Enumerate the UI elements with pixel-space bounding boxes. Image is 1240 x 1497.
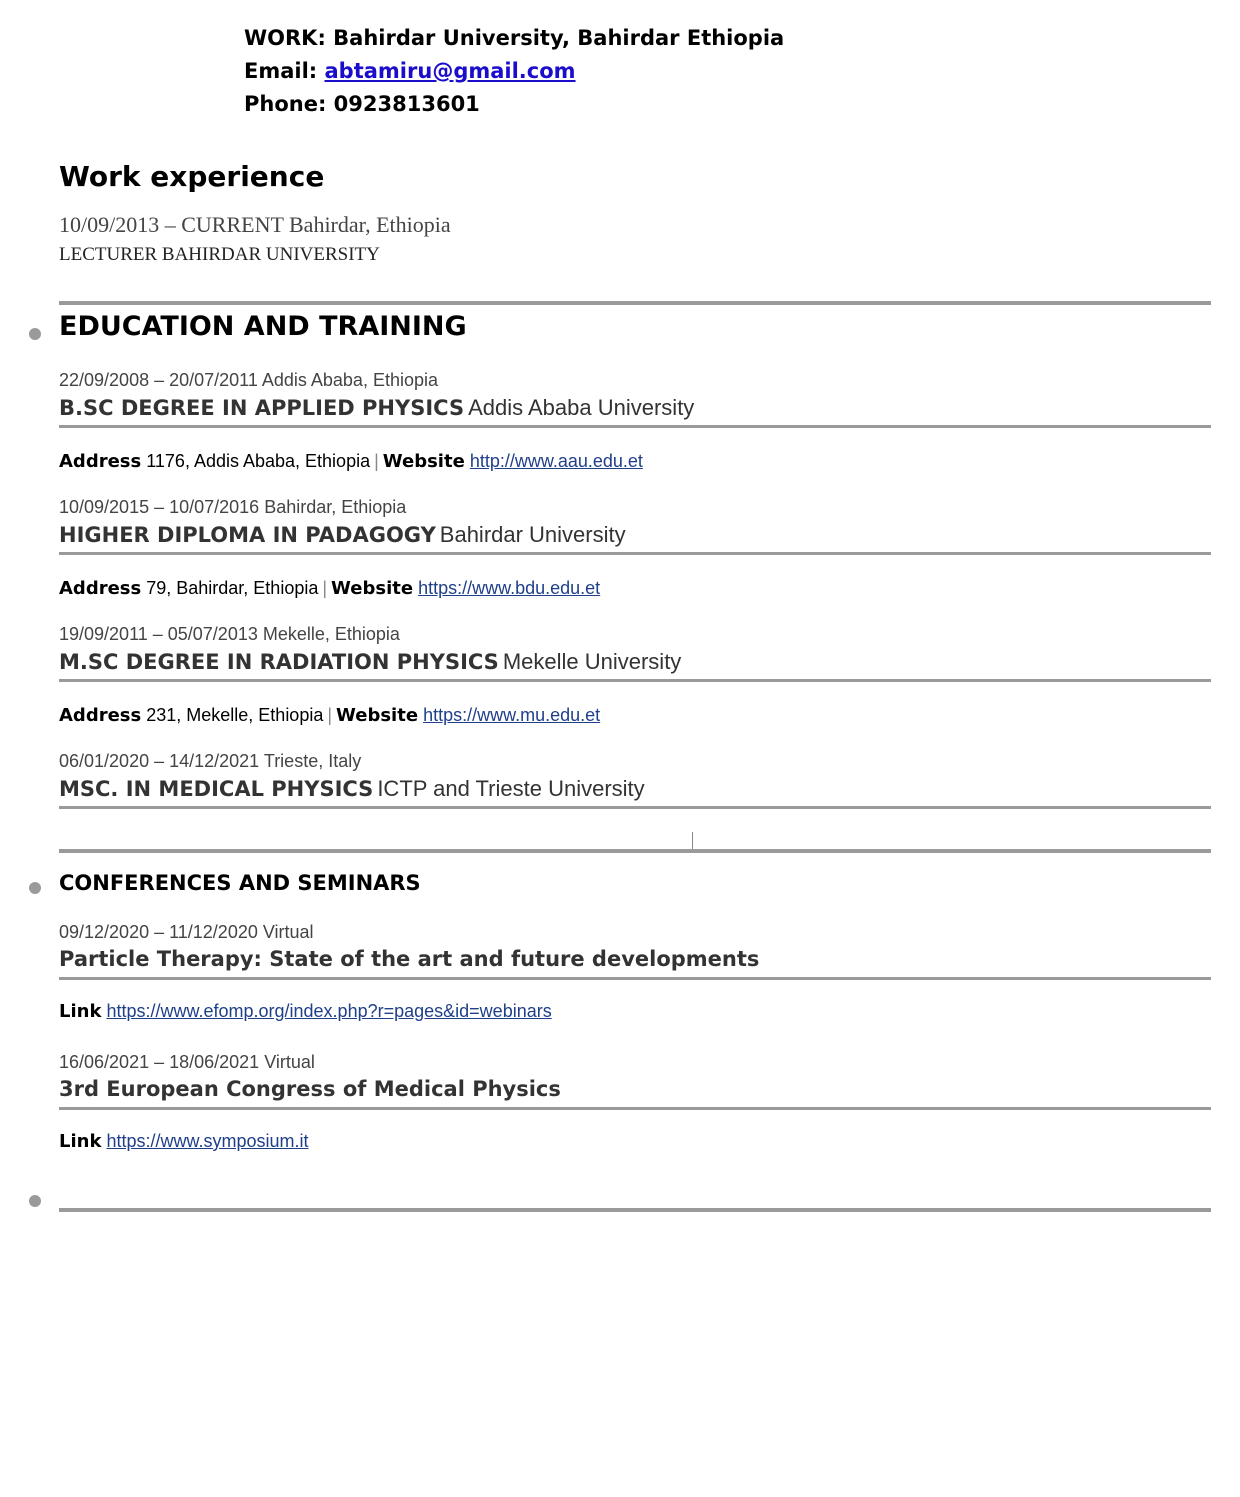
entry-divider <box>59 679 1211 682</box>
conf-date: 16/06/2021 – 18/06/2021 Virtual <box>59 1052 315 1072</box>
work-date-line: 10/09/2013 – CURRENT Bahirdar, Ethiopia <box>59 212 451 237</box>
website-label: Website <box>382 451 465 472</box>
conf-date: 09/12/2020 – 11/12/2020 Virtual <box>59 922 314 942</box>
entry-divider <box>59 1107 1211 1110</box>
website-link[interactable]: https://www.mu.edu.et <box>423 705 601 725</box>
address-value: 231, Mekelle, Ethiopia <box>146 705 324 725</box>
edu-institution: ICTP and Trieste University <box>377 776 645 801</box>
work-line: WORK: Bahirdar University, Bahirdar Ethiopia <box>244 26 785 50</box>
edu-degree: HIGHER DIPLOMA IN PADAGOGY <box>59 523 436 547</box>
email-link[interactable]: abtamiru@gmail.com <box>324 59 576 83</box>
separator: | <box>322 578 328 598</box>
edu-title-line <box>59 395 694 421</box>
edu-address-line <box>59 578 600 599</box>
edu-institution: Mekelle University <box>502 649 682 674</box>
conferences-heading: CONFERENCES AND SEMINARS <box>59 871 421 895</box>
link-label: Link <box>59 1001 102 1022</box>
entry-divider <box>59 552 1211 555</box>
edu-date: 19/09/2011 – 05/07/2013 Mekelle, Ethiopia <box>59 624 400 644</box>
address-label: Address <box>59 705 142 726</box>
edu-date: 06/01/2020 – 14/12/2021 Trieste, Italy <box>59 751 362 771</box>
edu-title-line <box>59 649 681 675</box>
edu-title-line <box>59 776 645 802</box>
work-experience-heading: Work experience <box>59 160 325 193</box>
address-value: 79, Bahirdar, Ethiopia <box>146 578 319 598</box>
section-bullet-icon <box>29 882 41 894</box>
section-divider <box>59 301 1211 305</box>
edu-address-line <box>59 451 643 472</box>
email-label: Email: <box>244 59 325 83</box>
link-label: Link <box>59 1131 102 1152</box>
entry-divider <box>59 425 1211 428</box>
address-label: Address <box>59 451 142 472</box>
section-bullet-icon <box>29 328 41 340</box>
edu-date: 22/09/2008 – 20/07/2011 Addis Ababa, Ethiopia <box>59 370 438 390</box>
address-label: Address <box>59 578 142 599</box>
entry-divider <box>59 806 1211 809</box>
website-link[interactable]: https://www.bdu.edu.et <box>418 578 601 598</box>
conf-link[interactable]: https://www.symposium.it <box>106 1131 309 1151</box>
edu-degree: M.SC DEGREE IN RADIATION PHYSICS <box>59 650 499 674</box>
section-bullet-icon <box>29 1195 41 1207</box>
section-divider <box>59 849 1211 853</box>
edu-institution: Addis Ababa University <box>468 395 695 420</box>
edu-address-line <box>59 705 600 726</box>
email-line <box>244 55 784 88</box>
entry-divider <box>59 977 1211 980</box>
edu-date: 10/09/2015 – 10/07/2016 Bahirdar, Ethiopia <box>59 497 407 517</box>
text-cursor-mark <box>692 832 693 850</box>
separator: | <box>327 705 333 725</box>
website-label: Website <box>336 705 419 726</box>
conf-link-line <box>59 1131 309 1152</box>
phone-line: Phone: 0923813601 <box>244 92 480 116</box>
conf-link-line <box>59 1001 552 1022</box>
edu-degree: MSC. IN MEDICAL PHYSICS <box>59 777 374 801</box>
address-value: 1176, Addis Ababa, Ethiopia <box>146 451 371 471</box>
work-role: LECTURER BAHIRDAR UNIVERSITY <box>59 244 380 265</box>
edu-institution: Bahirdar University <box>439 522 626 547</box>
edu-degree: B.SC DEGREE IN APPLIED PHYSICS <box>59 396 465 420</box>
education-heading: EDUCATION AND TRAINING <box>59 311 467 342</box>
contact-block <box>244 22 784 121</box>
conf-link[interactable]: https://www.efomp.org/index.php?r=pages&id=webinars <box>106 1001 552 1021</box>
website-link[interactable]: http://www.aau.edu.et <box>469 451 643 471</box>
conf-title: Particle Therapy: State of the art and future developments <box>59 947 760 971</box>
edu-title-line <box>59 522 626 548</box>
separator: | <box>374 451 379 471</box>
section-divider <box>59 1208 1211 1212</box>
website-label: Website <box>331 578 414 599</box>
conf-title: 3rd European Congress of Medical Physics <box>59 1077 561 1101</box>
